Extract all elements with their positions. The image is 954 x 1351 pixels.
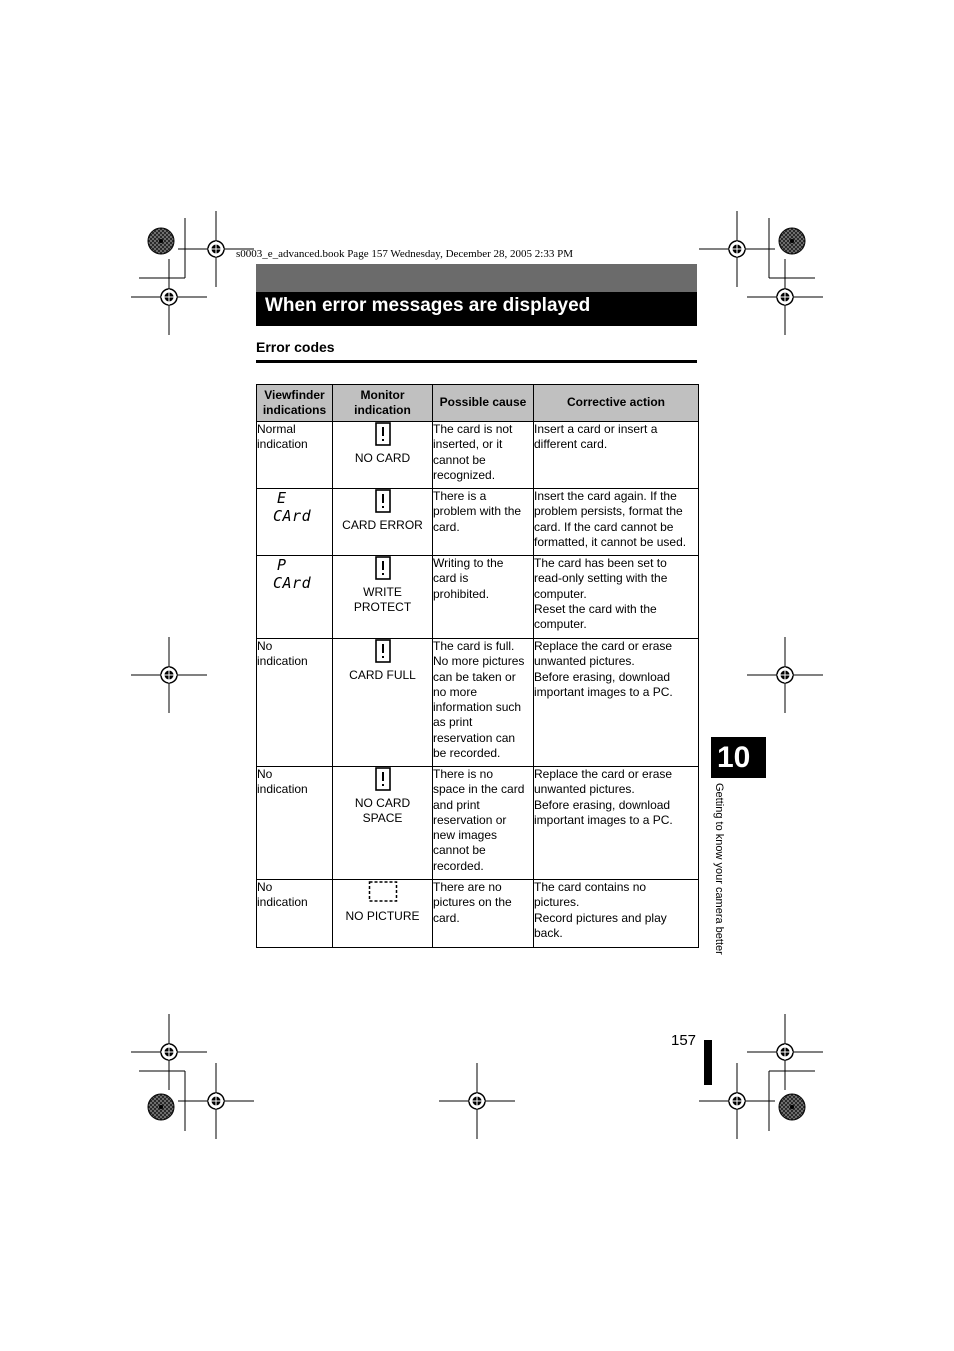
cause-cell: Writing to the card is prohibited.: [433, 556, 534, 639]
section-title: When error messages are displayed: [256, 292, 697, 326]
header-monitor: Monitor indication: [333, 385, 433, 422]
page-number: 157: [671, 1032, 697, 1049]
card-warning-icon: [375, 767, 391, 791]
monitor-cell: NO CARD: [333, 422, 433, 489]
table-row: [257, 489, 699, 556]
card-warning-icon: [375, 489, 391, 513]
viewfinder-cell: [257, 489, 333, 556]
header-viewfinder: Viewfinder indications: [257, 385, 333, 422]
monitor-cell: CARD ERROR: [333, 489, 433, 556]
cause-cell: The card is full. No more pictures can be taken or no more information such as print reservation can be recorded.: [433, 639, 534, 767]
action-cell: Replace the card or erase unwanted pictures. Before erasing, download important images to a PC.: [534, 767, 699, 880]
cause-cell: There are no pictures on the card.: [433, 880, 534, 948]
monitor-cell: WRITE PROTECT: [333, 556, 433, 639]
lcd-p-card-icon: [273, 556, 317, 592]
viewfinder-cell: No indication: [257, 767, 333, 880]
table-row: [257, 556, 699, 639]
subsection-rule: [256, 360, 697, 363]
action-cell: Insert the card again. If the problem persists, format the card. If the card cannot be formatted, it cannot be used.: [534, 489, 699, 556]
crop-mark-bottom-left: [131, 1014, 254, 1139]
header-cause: Possible cause: [433, 385, 534, 422]
chapter-side-title: Getting to know your camera better: [713, 783, 725, 955]
viewfinder-cell: No indication: [257, 880, 333, 948]
header-action: Corrective action: [534, 385, 699, 422]
cause-cell: The card is not inserted, or it cannot be recognized.: [433, 422, 534, 489]
section-header-bar: [256, 264, 697, 292]
file-header: s0003_e_advanced.book Page 157 Wednesday, December 28, 2005 2:33 PM: [236, 248, 573, 260]
subsection-title: Error codes: [256, 339, 335, 355]
registration-mark-left: [131, 637, 207, 713]
error-codes-table: [256, 384, 699, 948]
crop-mark-bottom-right: [699, 1014, 823, 1139]
svg-text:CArd: CArd: [273, 574, 312, 592]
registration-mark-bottom: [439, 1063, 515, 1139]
cause-cell: There is no space in the card and print reservation or new images cannot be recorded.: [433, 767, 534, 880]
crop-mark-top-left: [131, 211, 254, 335]
svg-text:P: P: [277, 556, 287, 574]
no-picture-frame-icon: [368, 880, 398, 904]
card-warning-icon: [375, 556, 391, 580]
table-row: [257, 880, 699, 948]
viewfinder-cell: [257, 556, 333, 639]
cause-cell: There is a problem with the card.: [433, 489, 534, 556]
lcd-e-card-icon: [273, 489, 317, 525]
monitor-cell: CARD FULL: [333, 639, 433, 767]
viewfinder-cell: No indication: [257, 639, 333, 767]
card-warning-icon: [375, 422, 391, 446]
action-cell: The card contains no pictures. Record pictures and play back.: [534, 880, 699, 948]
monitor-cell: NO PICTURE: [333, 880, 433, 948]
table-row: [257, 767, 699, 880]
page-edge-tab: [704, 1040, 712, 1085]
table-row: [257, 422, 699, 489]
table-header-row: [257, 385, 699, 422]
action-cell: Replace the card or erase unwanted pictures. Before erasing, download important images to a PC.: [534, 639, 699, 767]
monitor-cell: NO CARD SPACE: [333, 767, 433, 880]
svg-text:E: E: [277, 489, 287, 507]
registration-mark-right: [747, 637, 823, 713]
action-cell: The card has been set to read-only setting with the computer. Reset the card with the computer.: [534, 556, 699, 639]
crop-mark-top-right: [699, 211, 823, 335]
svg-text:CArd: CArd: [273, 507, 312, 525]
card-warning-icon: [375, 639, 391, 663]
viewfinder-cell: Normal indication: [257, 422, 333, 489]
table-row: [257, 639, 699, 767]
action-cell: Insert a card or insert a different card.: [534, 422, 699, 489]
chapter-number-tab: 10: [711, 737, 766, 778]
